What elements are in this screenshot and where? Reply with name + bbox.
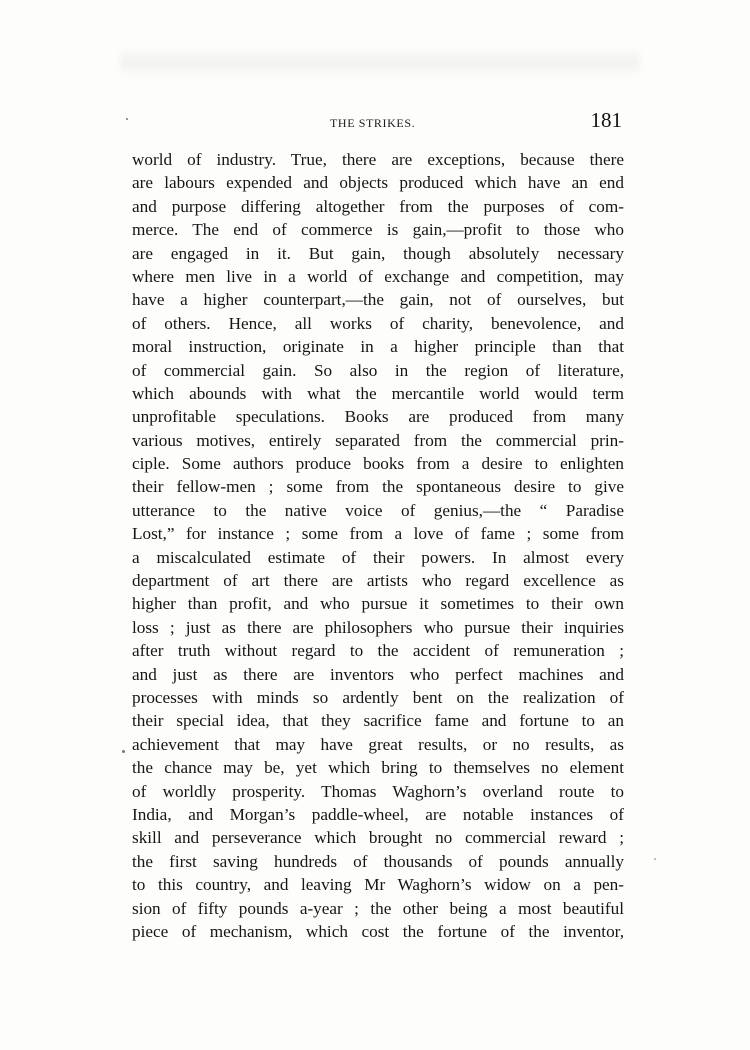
text-line: of worldly prosperity. Thomas Waghorn’s overland route to — [132, 781, 624, 801]
text-line: a miscalculated estimate of their powers. In almost every — [132, 547, 624, 567]
text-line: utterance to the native voice of genius,—the “ Paradise — [132, 500, 624, 520]
page-number: 181 — [590, 108, 622, 132]
text-line: merce. The end of commerce is gain,—profit to those who — [132, 220, 624, 240]
running-head: THE STRIKES. — [330, 116, 416, 130]
text-line: the chance may be, yet which bring to themselves no element — [132, 758, 624, 778]
text-line: ciple. Some authors produce books from a desire to enlighten — [132, 454, 624, 474]
text-line: where men live in a world of exchange and competition, may — [132, 266, 624, 286]
ink-speck — [126, 118, 128, 120]
text-line: have a higher counterpart,—the gain, not of ourselves, but — [132, 290, 624, 310]
text-line: achievement that may have great results, or no results, as — [132, 734, 624, 754]
text-line: their fellow-men ; some from the spontaneous desire to give — [132, 477, 624, 497]
text-line: and just as there are inventors who perfect machines and — [132, 664, 624, 684]
text-line: are engaged in it. But gain, though absolutely necessary — [132, 243, 624, 263]
text-line: piece of mechanism, which cost the fortune of the inventor, — [132, 921, 624, 941]
text-line: skill and perseverance which brought no commercial reward ; — [132, 828, 624, 848]
text-line: unprofitable speculations. Books are produced from many — [132, 407, 624, 427]
ink-speck — [654, 858, 656, 860]
body-text — [132, 148, 624, 943]
text-line: department of art there are artists who regard excellence as — [132, 571, 624, 591]
text-line: Lost,” for instance ; some from a love of fame ; some from — [132, 524, 624, 544]
show-through-bleed — [120, 48, 640, 78]
text-line: India, and Morgan’s paddle-wheel, are notable instances of — [132, 804, 624, 824]
ink-speck — [122, 750, 125, 753]
text-line: world of industry. True, there are exceptions, because there — [132, 150, 624, 169]
text-line: of commercial gain. So also in the region of literature, — [132, 360, 624, 380]
text-line: their special idea, that they sacrifice fame and fortune to an — [132, 711, 624, 731]
text-line: of others. Hence, all works of charity, benevolence, and — [132, 313, 624, 333]
text-line: which abounds with what the mercantile world would term — [132, 383, 624, 403]
text-line: and purpose differing altogether from the purposes of com- — [132, 196, 624, 216]
text-line: moral instruction, originate in a higher principle than that — [132, 337, 624, 357]
text-line: higher than profit, and who pursue it sometimes to their own — [132, 594, 624, 614]
text-line: various motives, entirely separated from the commercial prin- — [132, 430, 624, 450]
text-line: processes with minds so ardently bent on the realization of — [132, 687, 624, 707]
text-line: loss ; just as there are philosophers who pursue their inquiries — [132, 617, 624, 637]
text-line: to this country, and leaving Mr Waghorn’s widow on a pen- — [132, 875, 624, 895]
text-line: are labours expended and objects produced which have an end — [132, 173, 624, 193]
page-header — [130, 108, 622, 138]
text-line: the first saving hundreds of thousands of pounds annually — [132, 851, 624, 871]
text-line: sion of fifty pounds a-year ; the other being a most beautiful — [132, 898, 624, 918]
text-line: after truth without regard to the accident of remuneration ; — [132, 641, 624, 661]
